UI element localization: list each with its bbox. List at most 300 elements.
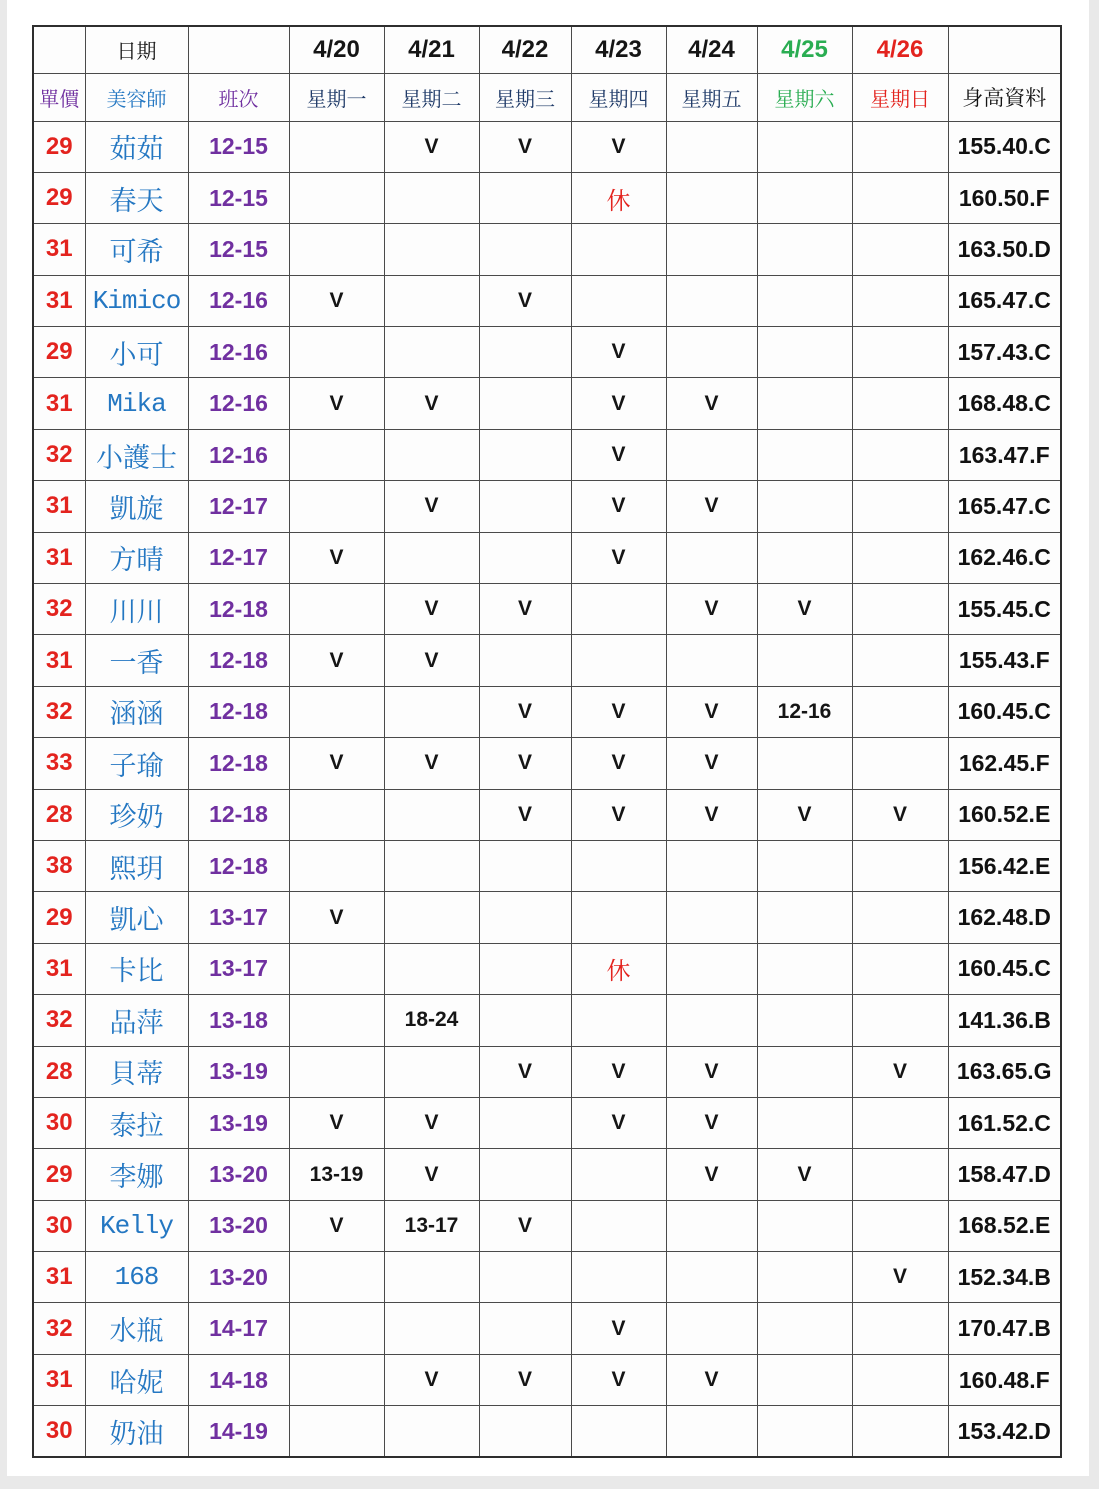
day-cell: V [384,584,479,635]
day-cell [384,686,479,737]
day-cell [571,1149,666,1200]
day-cell: V [571,532,666,583]
weekday-header-cell: 星期三 [479,73,571,121]
shift-cell: 12-18 [188,635,289,686]
day-cell: V [289,1097,384,1148]
day-cell [289,686,384,737]
day-cell [666,943,757,994]
schedule-table [32,25,1062,1458]
header-date-cell: 4/23 [571,26,666,73]
table-row [33,789,1061,840]
price-cell: 32 [33,584,85,635]
table-row [33,378,1061,429]
day-cell [666,1406,757,1457]
shift-cell: 12-18 [188,584,289,635]
day-cell: V [289,532,384,583]
price-cell: 28 [33,789,85,840]
day-cell [666,1252,757,1303]
day-cell: V [479,789,571,840]
day-cell: V [479,121,571,172]
day-cell: V [571,1097,666,1148]
shift-cell: 12-18 [188,686,289,737]
beautician-name-cell: 川川 [85,584,188,635]
table-row [33,1149,1061,1200]
day-cell [666,172,757,223]
day-cell [852,532,948,583]
price-cell: 31 [33,481,85,532]
day-cell: V [757,1149,852,1200]
day-cell: V [666,1097,757,1148]
height-data-cell: 163.65.G [948,1046,1061,1097]
day-cell [571,635,666,686]
table-row [33,429,1061,480]
day-cell [852,224,948,275]
day-cell [384,943,479,994]
beautician-name-cell: 小護士 [85,429,188,480]
price-cell: 31 [33,1252,85,1303]
day-cell [666,121,757,172]
beautician-name-cell: 熙玥 [85,840,188,891]
day-cell [852,686,948,737]
day-cell [852,1354,948,1405]
beautician-name-cell: 卡比 [85,943,188,994]
day-cell: V [384,1354,479,1405]
day-cell [289,121,384,172]
day-cell [757,121,852,172]
price-cell: 31 [33,943,85,994]
weekday-header-cell: 星期一 [289,73,384,121]
page-edge-bottom [0,1476,1099,1489]
header-date-cell: 4/20 [289,26,384,73]
day-cell: V [479,1200,571,1251]
height-header-cell: 身高資料 [948,73,1061,121]
day-cell [479,172,571,223]
weekday-header-cell: 星期日 [852,73,948,121]
day-cell [289,584,384,635]
table-row [33,1303,1061,1354]
height-data-cell: 162.48.D [948,892,1061,943]
beautician-name-cell: Mika [85,378,188,429]
day-cell [757,943,852,994]
day-cell [852,1406,948,1457]
height-data-cell: 156.42.E [948,840,1061,891]
day-cell [289,1303,384,1354]
day-cell [852,429,948,480]
day-cell: 13-17 [384,1200,479,1251]
day-cell: 休 [571,943,666,994]
day-cell [757,1097,852,1148]
day-cell: V [571,481,666,532]
shift-cell: 12-15 [188,121,289,172]
day-cell [852,481,948,532]
shift-cell: 13-17 [188,892,289,943]
height-data-cell: 160.52.E [948,789,1061,840]
day-cell: V [571,789,666,840]
table-row [33,172,1061,223]
day-cell: V [479,738,571,789]
day-cell [289,1046,384,1097]
day-cell [571,275,666,326]
day-cell [757,532,852,583]
day-cell: V [384,121,479,172]
day-cell: 13-19 [289,1149,384,1200]
day-cell: V [852,1252,948,1303]
day-cell [479,635,571,686]
day-cell [666,275,757,326]
height-data-cell: 155.43.F [948,635,1061,686]
day-cell: V [479,686,571,737]
header-corner-blank-height [948,26,1061,73]
shift-cell: 12-16 [188,327,289,378]
day-cell [852,943,948,994]
day-cell [757,275,852,326]
day-cell: V [384,1097,479,1148]
day-cell [384,224,479,275]
beautician-name-cell: 168 [85,1252,188,1303]
day-cell [666,224,757,275]
beautician-name-cell: 珍奶 [85,789,188,840]
table-row [33,1046,1061,1097]
day-cell [384,327,479,378]
day-cell [757,1046,852,1097]
shift-cell: 12-16 [188,429,289,480]
day-cell [384,840,479,891]
shift-cell: 12-16 [188,378,289,429]
table-row [33,275,1061,326]
day-cell [479,1406,571,1457]
height-data-cell: 163.50.D [948,224,1061,275]
price-cell: 29 [33,121,85,172]
beautician-name-cell: 哈妮 [85,1354,188,1405]
day-cell [289,172,384,223]
day-cell [757,738,852,789]
day-cell [571,224,666,275]
price-cell: 31 [33,532,85,583]
day-cell [852,1149,948,1200]
day-cell [757,1200,852,1251]
weekday-header-cell: 星期五 [666,73,757,121]
day-cell [289,224,384,275]
day-cell [852,172,948,223]
table-row [33,584,1061,635]
height-data-cell: 160.50.F [948,172,1061,223]
day-cell [479,1149,571,1200]
day-cell [852,378,948,429]
day-cell [384,1252,479,1303]
day-cell: V [384,635,479,686]
price-cell: 31 [33,275,85,326]
day-cell [479,327,571,378]
day-cell [666,892,757,943]
page-edge-left [0,0,7,1489]
day-cell: V [384,378,479,429]
table-row [33,686,1061,737]
height-data-cell: 161.52.C [948,1097,1061,1148]
day-cell [479,1097,571,1148]
height-data-cell: 160.45.C [948,943,1061,994]
day-cell: V [289,635,384,686]
weekday-header-cell: 星期六 [757,73,852,121]
day-cell: V [384,1149,479,1200]
beautician-name-cell: 貝蒂 [85,1046,188,1097]
price-cell: 31 [33,378,85,429]
day-cell [666,532,757,583]
day-cell [666,995,757,1046]
price-cell: 31 [33,635,85,686]
day-cell [289,943,384,994]
shift-cell: 13-20 [188,1149,289,1200]
day-cell: 12-16 [757,686,852,737]
day-cell [571,1200,666,1251]
day-cell [757,995,852,1046]
day-cell [666,1303,757,1354]
day-cell [479,995,571,1046]
height-data-cell: 158.47.D [948,1149,1061,1200]
day-cell [479,532,571,583]
table-row [33,635,1061,686]
day-cell [479,892,571,943]
beautician-name-cell: 子瑜 [85,738,188,789]
day-cell [852,995,948,1046]
day-cell: V [384,738,479,789]
day-cell: V [852,789,948,840]
header-date-cell: 4/26 [852,26,948,73]
day-cell [666,635,757,686]
price-cell: 31 [33,224,85,275]
beautician-name-cell: 奶油 [85,1406,188,1457]
header-date-cell: 4/24 [666,26,757,73]
shift-cell: 13-19 [188,1097,289,1148]
table-row [33,1097,1061,1148]
table-row [33,327,1061,378]
day-cell [757,172,852,223]
day-cell: V [571,378,666,429]
height-data-cell: 170.47.B [948,1303,1061,1354]
day-cell [666,327,757,378]
shift-cell: 13-17 [188,943,289,994]
table-row [33,943,1061,994]
day-cell [384,429,479,480]
height-data-cell: 153.42.D [948,1406,1061,1457]
header-date-row [33,26,1061,73]
shift-cell: 12-17 [188,532,289,583]
table-row [33,121,1061,172]
day-cell [384,1303,479,1354]
height-data-cell: 160.48.F [948,1354,1061,1405]
day-cell: V [384,481,479,532]
shift-cell: 13-19 [188,1046,289,1097]
height-data-cell: 168.48.C [948,378,1061,429]
beautician-name-cell: 小可 [85,327,188,378]
day-cell: V [289,1200,384,1251]
height-data-cell: 141.36.B [948,995,1061,1046]
day-cell [289,429,384,480]
day-cell: V [666,378,757,429]
shift-cell: 13-18 [188,995,289,1046]
header-date-title: 日期 [85,26,188,73]
day-cell [289,789,384,840]
day-cell [289,840,384,891]
beautician-name-cell: 泰拉 [85,1097,188,1148]
shift-cell: 12-18 [188,789,289,840]
price-cell: 32 [33,429,85,480]
beautician-name-cell: 一香 [85,635,188,686]
table-row [33,1200,1061,1251]
day-cell: V [666,1149,757,1200]
day-cell [757,892,852,943]
day-cell [479,224,571,275]
height-data-cell: 165.47.C [948,275,1061,326]
day-cell: V [571,738,666,789]
price-cell: 29 [33,1149,85,1200]
table-row [33,892,1061,943]
beautician-name-cell: Kelly [85,1200,188,1251]
day-cell [384,1406,479,1457]
day-cell [571,892,666,943]
beautician-name-cell: 可希 [85,224,188,275]
day-cell: 休 [571,172,666,223]
header-corner-blank-shift [188,26,289,73]
price-cell: 30 [33,1406,85,1457]
day-cell [289,327,384,378]
day-cell [479,481,571,532]
day-cell: V [571,686,666,737]
day-cell [571,1252,666,1303]
beautician-name-cell: 凱心 [85,892,188,943]
day-cell: V [479,1354,571,1405]
day-cell [384,892,479,943]
beautician-name-cell: 茹茹 [85,121,188,172]
day-cell [479,1303,571,1354]
day-cell: V [571,1354,666,1405]
day-cell [571,584,666,635]
day-cell [757,840,852,891]
table-row [33,224,1061,275]
day-cell: V [666,481,757,532]
shift-cell: 12-15 [188,224,289,275]
table-row [33,481,1061,532]
price-cell: 30 [33,1097,85,1148]
day-cell [479,840,571,891]
price-cell: 29 [33,327,85,378]
height-data-cell: 162.46.C [948,532,1061,583]
beautician-name-cell: 方晴 [85,532,188,583]
price-cell: 32 [33,686,85,737]
height-data-cell: 157.43.C [948,327,1061,378]
beautician-name-cell: 品萍 [85,995,188,1046]
price-cell: 31 [33,1354,85,1405]
day-cell: V [666,1046,757,1097]
day-cell [289,481,384,532]
day-cell [666,1200,757,1251]
price-cell: 29 [33,172,85,223]
day-cell: V [289,378,384,429]
day-cell [757,635,852,686]
day-cell: V [479,584,571,635]
day-cell [571,995,666,1046]
price-cell: 32 [33,1303,85,1354]
shift-cell: 13-20 [188,1252,289,1303]
shift-cell: 14-19 [188,1406,289,1457]
height-data-cell: 155.45.C [948,584,1061,635]
day-cell: 18-24 [384,995,479,1046]
shift-cell: 12-16 [188,275,289,326]
beautician-name-cell: 春天 [85,172,188,223]
day-cell [852,1303,948,1354]
day-cell: V [757,584,852,635]
day-cell: V [571,327,666,378]
table-row [33,1406,1061,1457]
day-cell: V [757,789,852,840]
day-cell [852,121,948,172]
shift-cell: 14-18 [188,1354,289,1405]
shift-cell: 12-15 [188,172,289,223]
day-cell: V [289,738,384,789]
day-cell: V [571,1046,666,1097]
shift-cell: 12-18 [188,840,289,891]
day-cell [384,532,479,583]
table-row [33,738,1061,789]
day-cell [757,327,852,378]
day-cell [289,1252,384,1303]
beautician-name-cell: 涵涵 [85,686,188,737]
day-cell: V [479,275,571,326]
beautician-header-cell: 美容師 [85,73,188,121]
day-cell: V [571,429,666,480]
schedule-body [33,121,1061,1457]
day-cell [757,429,852,480]
day-cell [852,1097,948,1148]
price-cell: 38 [33,840,85,891]
day-cell [289,995,384,1046]
price-cell: 32 [33,995,85,1046]
day-cell [852,892,948,943]
table-row [33,1354,1061,1405]
header-weekday-row [33,73,1061,121]
day-cell [571,1406,666,1457]
weekday-header-cell: 星期二 [384,73,479,121]
page-edge-right [1089,0,1099,1489]
table-row [33,532,1061,583]
day-cell [479,1252,571,1303]
day-cell [852,584,948,635]
shift-cell: 14-17 [188,1303,289,1354]
day-cell [852,327,948,378]
schedule-header [33,26,1061,121]
day-cell [757,1354,852,1405]
day-cell [757,481,852,532]
day-cell [852,1200,948,1251]
height-data-cell: 152.34.B [948,1252,1061,1303]
day-cell: V [666,686,757,737]
day-cell: V [571,121,666,172]
shift-cell: 12-17 [188,481,289,532]
price-cell: 29 [33,892,85,943]
header-date-cell: 4/25 [757,26,852,73]
day-cell [757,1252,852,1303]
day-cell: V [289,275,384,326]
day-cell [479,429,571,480]
day-cell: V [852,1046,948,1097]
day-cell [384,275,479,326]
beautician-name-cell: 水瓶 [85,1303,188,1354]
header-corner-blank-price [33,26,85,73]
day-cell [757,224,852,275]
day-cell: V [666,584,757,635]
beautician-name-cell: Kimico [85,275,188,326]
day-cell: V [479,1046,571,1097]
weekday-header-cell: 星期四 [571,73,666,121]
